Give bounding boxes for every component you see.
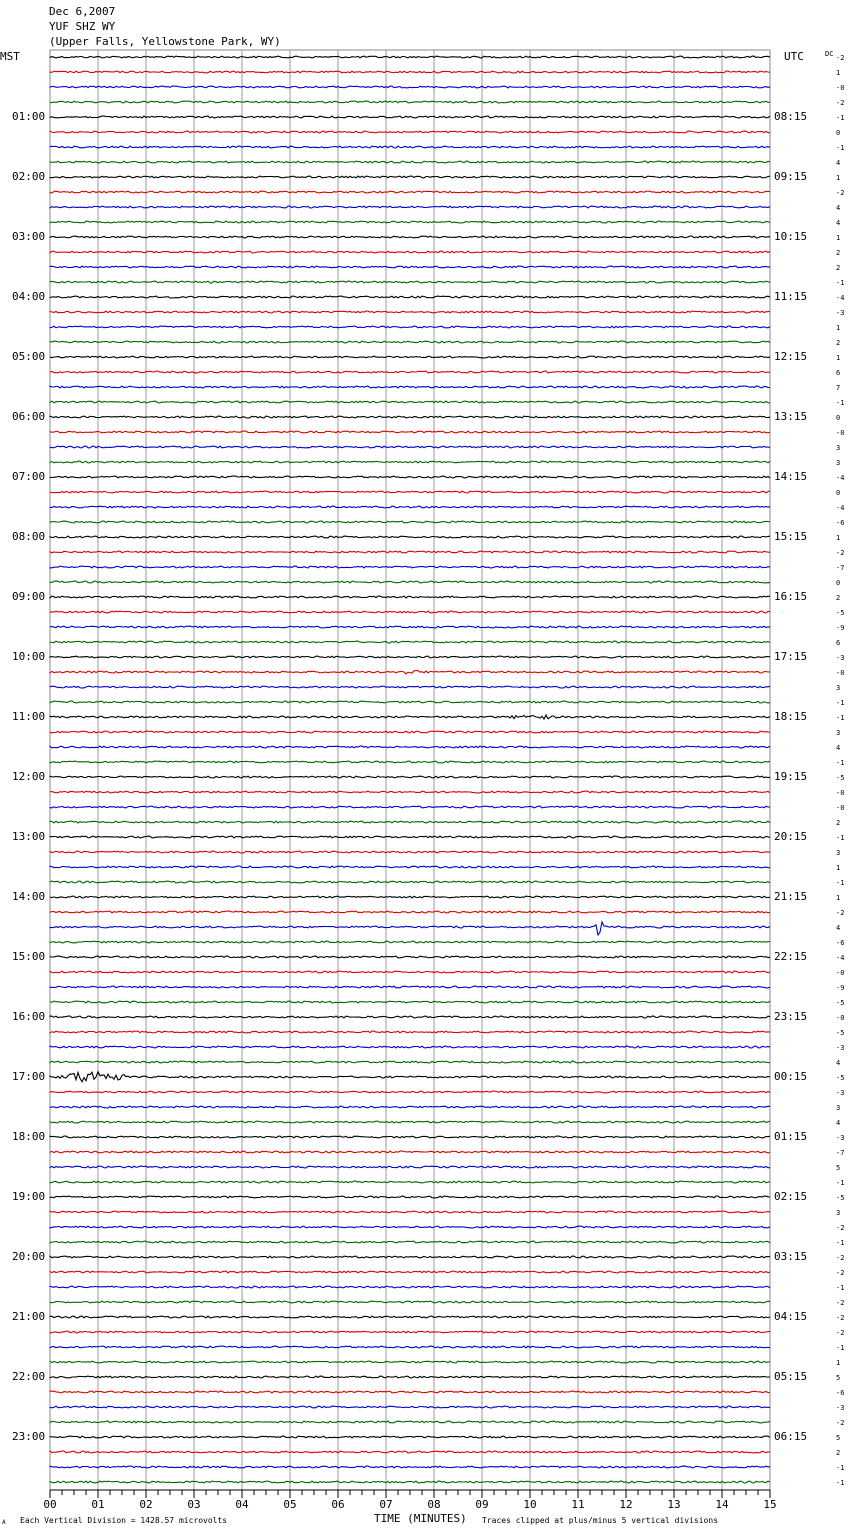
trace-line xyxy=(50,566,770,568)
trace-line xyxy=(50,251,770,253)
dc-offset-value: 1 xyxy=(836,69,841,77)
dc-offset-value: -2 xyxy=(836,1269,845,1277)
dc-offset-value: -1 xyxy=(836,1479,845,1487)
dc-offset-value: 4 xyxy=(836,744,841,752)
trace-line xyxy=(50,686,770,688)
dc-offset-value: -2 xyxy=(836,1299,845,1307)
right-hour-label: 04:15 xyxy=(774,1310,808,1323)
dc-offset-value: 7 xyxy=(836,384,841,392)
trace-line xyxy=(50,56,770,58)
trace-line xyxy=(50,431,770,433)
dc-offset-value: -0 xyxy=(836,1014,845,1022)
right-hour-label: 01:15 xyxy=(774,1130,808,1143)
x-tick-label: 07 xyxy=(379,1498,393,1511)
trace-line xyxy=(50,1391,770,1393)
trace-line xyxy=(50,1136,770,1138)
scale-note: Each Vertical Division = 1428.57 microvolts xyxy=(20,1516,228,1525)
trace-line xyxy=(50,416,770,418)
trace-line xyxy=(50,1072,770,1082)
dc-offset-value: -0 xyxy=(836,969,845,977)
trace-line xyxy=(50,86,770,88)
trace-line xyxy=(50,311,770,313)
left-hour-label: 09:00 xyxy=(12,590,46,603)
left-hour-label: 08:00 xyxy=(12,530,46,543)
left-hour-label: 15:00 xyxy=(12,950,46,963)
trace-line xyxy=(50,1451,770,1453)
dc-offset-value: -5 xyxy=(836,1029,845,1037)
trace-line xyxy=(50,596,770,598)
trace-line xyxy=(50,1121,770,1123)
dc-offset-value: -1 xyxy=(836,279,845,287)
trace-line xyxy=(50,221,770,223)
right-hour-label: 06:15 xyxy=(774,1430,808,1443)
trace-line xyxy=(50,821,770,823)
dc-offset-value: 2 xyxy=(836,594,841,602)
trace-line xyxy=(50,401,770,403)
dc-offset-value: 2 xyxy=(836,819,841,827)
dc-offset-value: -3 xyxy=(836,1134,845,1142)
trace-line xyxy=(50,581,770,583)
header-location: (Upper Falls, Yellowstone Park, WY) xyxy=(49,35,281,48)
trace-line xyxy=(50,1241,770,1243)
left-hour-label: 11:00 xyxy=(12,710,46,723)
dc-offset-value: -4 xyxy=(836,504,845,512)
left-hour-label: 14:00 xyxy=(12,890,46,903)
trace-line xyxy=(50,671,770,674)
trace-line xyxy=(50,701,770,703)
right-timezone-label: UTC xyxy=(784,50,804,63)
trace-line xyxy=(50,1286,770,1288)
dc-offset-value: -5 xyxy=(836,1074,845,1082)
dc-offset-value: -0 xyxy=(836,789,845,797)
trace-line xyxy=(50,791,770,793)
dc-offset-value: -1 xyxy=(836,1179,845,1187)
x-tick-label: 01 xyxy=(91,1498,105,1511)
trace-line xyxy=(50,1406,770,1408)
x-tick-label: 08 xyxy=(427,1498,441,1511)
dc-offset-value: -1 xyxy=(836,699,845,707)
trace-line xyxy=(50,1466,770,1468)
trace-line xyxy=(50,266,770,268)
header-date: Dec 6,2007 xyxy=(49,5,116,18)
dc-offset-value: 4 xyxy=(836,219,841,227)
trace-line xyxy=(50,656,770,658)
x-tick-label: 06 xyxy=(331,1498,345,1511)
trace-line xyxy=(50,476,770,478)
left-hour-label: 22:00 xyxy=(12,1370,46,1383)
left-hour-label: 03:00 xyxy=(12,230,46,243)
trace-line xyxy=(50,911,770,913)
dc-offset-value: -4 xyxy=(836,474,845,482)
dc-offset-value: 0 xyxy=(836,489,841,497)
dc-offset-value: -1 xyxy=(836,759,845,767)
left-hour-label: 21:00 xyxy=(12,1310,46,1323)
trace-line xyxy=(50,116,770,118)
dc-offset-value: 3 xyxy=(836,729,841,737)
trace-line xyxy=(50,1211,770,1213)
trace-line xyxy=(50,941,770,943)
trace-line xyxy=(50,191,770,193)
left-hour-label: 13:00 xyxy=(12,830,46,843)
dc-offset-value: -3 xyxy=(836,1044,845,1052)
dc-offset-value: 1 xyxy=(836,174,841,182)
dc-offset-value: -5 xyxy=(836,609,845,617)
x-tick-label: 12 xyxy=(619,1498,633,1511)
dc-offset-value: 0 xyxy=(836,129,841,137)
trace-line xyxy=(50,1061,770,1063)
dc-offset-value: -3 xyxy=(836,1089,845,1097)
right-hour-label: 03:15 xyxy=(774,1250,808,1263)
dc-offset-value: -1 xyxy=(836,399,845,407)
dc-offset-value: 0 xyxy=(836,579,841,587)
trace-line xyxy=(50,356,770,358)
trace-line xyxy=(50,146,770,148)
dc-offset-value: 0 xyxy=(836,414,841,422)
trace-line xyxy=(50,446,770,448)
left-timezone-label: MST xyxy=(0,50,20,63)
trace-line xyxy=(50,1421,770,1423)
trace-line xyxy=(50,626,770,628)
dc-offset-value: -3 xyxy=(836,309,845,317)
trace-line xyxy=(50,1031,770,1033)
trace-line xyxy=(50,806,770,808)
dc-offset-value: 3 xyxy=(836,849,841,857)
dc-offset-value: 2 xyxy=(836,264,841,272)
dc-offset-value: 5 xyxy=(836,1164,841,1172)
trace-line xyxy=(50,1376,770,1378)
right-hour-label: 22:15 xyxy=(774,950,808,963)
right-hour-label: 05:15 xyxy=(774,1370,808,1383)
left-hour-label: 17:00 xyxy=(12,1070,46,1083)
header-station: YUF SHZ WY xyxy=(49,20,116,33)
dc-offset-value: -2 xyxy=(836,1329,845,1337)
right-hour-label: 18:15 xyxy=(774,710,808,723)
x-axis-label: TIME (MINUTES) xyxy=(374,1512,467,1525)
dc-offset-value: 4 xyxy=(836,159,841,167)
dc-offset-value: -6 xyxy=(836,939,845,947)
right-hour-label: 08:15 xyxy=(774,110,808,123)
dc-offset-value: -7 xyxy=(836,564,845,572)
left-hour-label: 05:00 xyxy=(12,350,46,363)
dc-offset-header: DC xyxy=(825,50,834,58)
left-hour-label: 19:00 xyxy=(12,1190,46,1203)
trace-line xyxy=(50,236,770,238)
trace-line xyxy=(50,776,770,778)
left-hour-label: 04:00 xyxy=(12,290,46,303)
dc-offset-value: -6 xyxy=(836,519,845,527)
right-hour-label: 10:15 xyxy=(774,230,808,243)
clip-note: Traces clipped at plus/minus 5 vertical divisions xyxy=(482,1516,719,1525)
trace-line xyxy=(50,761,770,763)
dc-offset-value: -2 xyxy=(836,99,845,107)
x-tick-label: 10 xyxy=(523,1498,537,1511)
right-hour-label: 23:15 xyxy=(774,1010,808,1023)
left-hour-label: 06:00 xyxy=(12,410,46,423)
left-hour-label: 10:00 xyxy=(12,650,46,663)
dc-offset-value: 1 xyxy=(836,354,841,362)
dc-offset-value: 2 xyxy=(836,1449,841,1457)
dc-offset-value: -2 xyxy=(836,189,845,197)
trace-line xyxy=(50,1166,770,1168)
trace-line xyxy=(50,1091,770,1093)
trace-line xyxy=(50,371,770,373)
trace-line xyxy=(50,1001,770,1003)
trace-line xyxy=(50,281,770,283)
dc-offset-value: -1 xyxy=(836,144,845,152)
left-hour-label: 23:00 xyxy=(12,1430,46,1443)
trace-line xyxy=(50,1046,770,1048)
dc-offset-value: 3 xyxy=(836,1209,841,1217)
trace-line xyxy=(50,461,770,463)
right-hour-label: 16:15 xyxy=(774,590,808,603)
dc-offset-value: -2 xyxy=(836,1254,845,1262)
dc-offset-value: 1 xyxy=(836,234,841,242)
trace-line xyxy=(50,71,770,73)
left-hour-label: 20:00 xyxy=(12,1250,46,1263)
right-hour-label: 19:15 xyxy=(774,770,808,783)
trace-line xyxy=(50,971,770,973)
trace-line xyxy=(50,1301,770,1303)
right-hour-label: 14:15 xyxy=(774,470,808,483)
dc-offset-value: -7 xyxy=(836,1149,845,1157)
x-tick-label: 09 xyxy=(475,1498,489,1511)
trace-line xyxy=(50,611,770,613)
dc-offset-value: 3 xyxy=(836,444,841,452)
trace-line xyxy=(50,521,770,523)
dc-offset-value: 1 xyxy=(836,894,841,902)
dc-offset-value: -1 xyxy=(836,1464,845,1472)
dc-offset-value: 3 xyxy=(836,1104,841,1112)
trace-line xyxy=(50,1151,770,1153)
dc-offset-value: -3 xyxy=(836,654,845,662)
trace-line xyxy=(50,536,770,538)
dc-offset-value: -5 xyxy=(836,1194,845,1202)
dc-offset-value: -1 xyxy=(836,879,845,887)
right-hour-label: 02:15 xyxy=(774,1190,808,1203)
trace-line xyxy=(50,1016,770,1018)
trace-line xyxy=(50,341,770,343)
dc-offset-value: 4 xyxy=(836,1119,841,1127)
trace-line xyxy=(50,851,770,853)
dc-offset-value: 3 xyxy=(836,459,841,467)
trace-line xyxy=(50,1181,770,1183)
dc-offset-value: -1 xyxy=(836,1344,845,1352)
dc-offset-value: -5 xyxy=(836,774,845,782)
trace-line xyxy=(50,386,770,388)
trace-line xyxy=(50,491,770,493)
trace-line xyxy=(50,1106,770,1108)
x-tick-label: 11 xyxy=(571,1498,585,1511)
trace-line xyxy=(50,641,770,643)
trace-line xyxy=(50,746,770,748)
dc-offset-value: -1 xyxy=(836,714,845,722)
trace-line xyxy=(50,206,770,208)
dc-offset-value: -1 xyxy=(836,114,845,122)
trace-line xyxy=(50,131,770,133)
dc-offset-value: -6 xyxy=(836,1389,845,1397)
dc-offset-value: 5 xyxy=(836,1374,841,1382)
dc-offset-value: 6 xyxy=(836,369,841,377)
x-tick-label: 15 xyxy=(763,1498,777,1511)
dc-offset-value: 3 xyxy=(836,684,841,692)
x-tick-label: 03 xyxy=(187,1498,201,1511)
left-hour-label: 07:00 xyxy=(12,470,46,483)
dc-offset-value: -4 xyxy=(836,954,845,962)
right-hour-label: 17:15 xyxy=(774,650,808,663)
x-tick-label: 04 xyxy=(235,1498,249,1511)
trace-line xyxy=(50,836,770,838)
x-tick-label: 00 xyxy=(43,1498,57,1511)
dc-offset-value: 1 xyxy=(836,864,841,872)
dc-offset-value: -0 xyxy=(836,84,845,92)
dc-offset-value: -2 xyxy=(836,54,845,62)
trace-line xyxy=(50,1436,770,1438)
dc-offset-value: -2 xyxy=(836,549,845,557)
trace-line xyxy=(50,1361,770,1363)
dc-offset-value: -2 xyxy=(836,1419,845,1427)
trace-line xyxy=(50,1316,770,1318)
dc-offset-value: -1 xyxy=(836,1239,845,1247)
trace-line xyxy=(50,715,770,719)
right-hour-label: 21:15 xyxy=(774,890,808,903)
dc-offset-value: -0 xyxy=(836,804,845,812)
dc-offset-value: -4 xyxy=(836,294,845,302)
trace-line xyxy=(50,176,770,178)
right-hour-label: 11:15 xyxy=(774,290,808,303)
trace-line xyxy=(50,506,770,508)
dc-offset-value: -9 xyxy=(836,624,845,632)
right-hour-label: 20:15 xyxy=(774,830,808,843)
right-hour-label: 12:15 xyxy=(774,350,808,363)
trace-line xyxy=(50,896,770,898)
trace-line xyxy=(50,551,770,553)
right-hour-label: 13:15 xyxy=(774,410,808,423)
trace-line xyxy=(50,1346,770,1348)
x-tick-label: 02 xyxy=(139,1498,153,1511)
dc-offset-value: 2 xyxy=(836,339,841,347)
dc-offset-value: -2 xyxy=(836,909,845,917)
dc-offset-value: -0 xyxy=(836,429,845,437)
left-hour-label: 01:00 xyxy=(12,110,46,123)
right-hour-label: 09:15 xyxy=(774,170,808,183)
x-tick-label: 13 xyxy=(667,1498,681,1511)
trace-line xyxy=(50,1331,770,1333)
dc-offset-value: -1 xyxy=(836,834,845,842)
trace-line xyxy=(50,1196,770,1198)
trace-line xyxy=(50,731,770,733)
trace-line xyxy=(50,1271,770,1273)
dc-offset-value: -0 xyxy=(836,669,845,677)
dc-offset-value: -2 xyxy=(836,1224,845,1232)
right-hour-label: 00:15 xyxy=(774,1070,808,1083)
dc-offset-value: -2 xyxy=(836,1314,845,1322)
trace-line xyxy=(50,326,770,328)
left-hour-label: 18:00 xyxy=(12,1130,46,1143)
trace-line xyxy=(50,161,770,163)
trace-line xyxy=(50,881,770,883)
corner-mark: A xyxy=(2,1519,6,1526)
dc-offset-value: -3 xyxy=(836,1404,845,1412)
dc-offset-value: 4 xyxy=(836,924,841,932)
trace-line xyxy=(50,866,770,868)
dc-offset-value: 2 xyxy=(836,249,841,257)
left-hour-label: 16:00 xyxy=(12,1010,46,1023)
dc-offset-value: 4 xyxy=(836,204,841,212)
dc-offset-value: 5 xyxy=(836,1434,841,1442)
dc-offset-value: -9 xyxy=(836,984,845,992)
trace-line xyxy=(50,1256,770,1258)
trace-line xyxy=(50,1226,770,1228)
left-hour-label: 12:00 xyxy=(12,770,46,783)
trace-line xyxy=(50,986,770,988)
trace-line xyxy=(50,296,770,298)
dc-offset-value: -5 xyxy=(836,999,845,1007)
dc-offset-value: 1 xyxy=(836,534,841,542)
left-hour-label: 02:00 xyxy=(12,170,46,183)
right-hour-label: 15:15 xyxy=(774,530,808,543)
trace-line xyxy=(50,956,770,958)
dc-offset-value: -1 xyxy=(836,1284,845,1292)
dc-offset-value: 6 xyxy=(836,639,841,647)
trace-line xyxy=(50,101,770,103)
dc-offset-value: 4 xyxy=(836,1059,841,1067)
trace-line xyxy=(50,922,770,935)
dc-offset-value: 1 xyxy=(836,324,841,332)
dc-offset-value: 1 xyxy=(836,1359,841,1367)
x-tick-label: 14 xyxy=(715,1498,729,1511)
x-tick-label: 05 xyxy=(283,1498,297,1511)
trace-line xyxy=(50,1481,770,1483)
